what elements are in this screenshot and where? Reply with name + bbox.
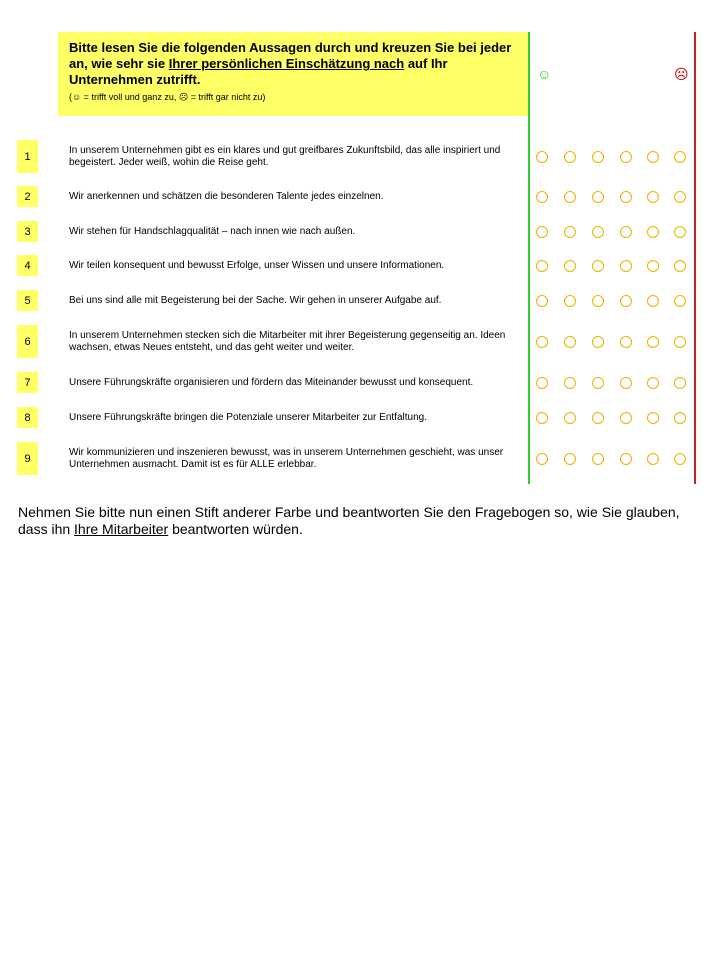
item-statement: Unsere Führungskräfte bringen die Potenziale unserer Mitarbeiter zur Entfaltung.	[69, 411, 427, 423]
rating-option-1[interactable]	[536, 453, 548, 465]
rating-option-4[interactable]	[620, 453, 632, 465]
rating-option-4[interactable]	[620, 260, 632, 272]
rating-option-3[interactable]	[592, 151, 604, 163]
rating-option-4[interactable]	[620, 151, 632, 163]
rating-option-4[interactable]	[620, 377, 632, 389]
rating-option-6[interactable]	[674, 412, 686, 424]
rating-option-5[interactable]	[647, 260, 659, 272]
rating-option-1[interactable]	[536, 151, 548, 163]
rating-option-4[interactable]	[620, 191, 632, 203]
item-statement: In unserem Unternehmen gibt es ein klares und gut greifbares Zukunftsbild, das alle inspiriert und begeistert. Jeder weiß, wohin die Reise geht.	[69, 144, 501, 168]
item-statement: Wir stehen für Handschlagqualität – nach innen wie nach außen.	[69, 225, 356, 237]
footer-part1: Nehmen Sie bitte nun einen Stift anderer Farbe und beantworten Sie den Fragebogen so, wie Sie glauben, dass ihn	[18, 504, 680, 537]
item-number: 2	[17, 186, 38, 207]
rating-option-6[interactable]	[674, 295, 686, 307]
item-number: 9	[17, 442, 38, 475]
rating-option-2[interactable]	[564, 151, 576, 163]
item-number: 5	[17, 290, 38, 311]
item-statement: Wir anerkennen und schätzen die besonderen Talente jedes einzelnen.	[69, 190, 384, 202]
rating-option-1[interactable]	[536, 377, 548, 389]
rating-option-5[interactable]	[647, 151, 659, 163]
rating-option-4[interactable]	[620, 226, 632, 238]
instruction-text	[69, 40, 519, 88]
rating-option-4[interactable]	[620, 412, 632, 424]
rating-option-5[interactable]	[647, 377, 659, 389]
rating-option-3[interactable]	[592, 191, 604, 203]
rating-option-5[interactable]	[647, 336, 659, 348]
rating-option-6[interactable]	[674, 191, 686, 203]
rating-option-2[interactable]	[564, 377, 576, 389]
scale-legend: (☺ = trifft voll und ganz zu, ☹ = trifft gar nicht zu)	[69, 92, 266, 102]
rating-option-4[interactable]	[620, 336, 632, 348]
rating-option-3[interactable]	[592, 453, 604, 465]
rating-option-2[interactable]	[564, 260, 576, 272]
rating-option-2[interactable]	[564, 295, 576, 307]
smiley-positive-icon: ☺	[537, 66, 552, 82]
rating-option-1[interactable]	[536, 260, 548, 272]
negative-scale-line	[694, 32, 696, 484]
rating-option-1[interactable]	[536, 295, 548, 307]
footer-part2: beantworten würden.	[168, 521, 303, 537]
rating-option-3[interactable]	[592, 295, 604, 307]
rating-option-3[interactable]	[592, 412, 604, 424]
rating-option-5[interactable]	[647, 226, 659, 238]
item-number: 3	[17, 221, 38, 242]
footer-underlined: Ihre Mitarbeiter	[74, 521, 169, 537]
rating-option-4[interactable]	[620, 295, 632, 307]
rating-option-6[interactable]	[674, 377, 686, 389]
rating-option-1[interactable]	[536, 412, 548, 424]
rating-option-1[interactable]	[536, 191, 548, 203]
rating-option-3[interactable]	[592, 226, 604, 238]
item-statement: Wir teilen konsequent und bewusst Erfolge, unser Wissen und unsere Informationen.	[69, 259, 445, 271]
rating-option-2[interactable]	[564, 191, 576, 203]
instruction-part1: Bitte lesen Sie die folgenden Aussagen durch und kreuzen Sie bei jeder an, wie sehr sie	[69, 40, 512, 71]
rating-option-6[interactable]	[674, 453, 686, 465]
rating-option-6[interactable]	[674, 336, 686, 348]
rating-option-1[interactable]	[536, 336, 548, 348]
item-number: 4	[17, 255, 38, 276]
item-statement: Wir kommunizieren und inszenieren bewusst, was in unserem Unternehmen geschieht, was unser Unternehmen ausmacht. Damit ist es für ALLE erlebbar.	[69, 446, 504, 470]
footer-instruction	[18, 504, 698, 538]
instruction-box	[58, 32, 529, 116]
item-statement: Bei uns sind alle mit Begeisterung bei der Sache. Wir gehen in unserer Aufgabe auf.	[69, 294, 442, 306]
rating-option-2[interactable]	[564, 336, 576, 348]
rating-option-5[interactable]	[647, 295, 659, 307]
rating-option-3[interactable]	[592, 260, 604, 272]
rating-option-3[interactable]	[592, 336, 604, 348]
rating-option-5[interactable]	[647, 412, 659, 424]
smiley-negative-icon: ☹	[674, 66, 689, 82]
item-number: 7	[17, 372, 38, 393]
rating-option-6[interactable]	[674, 260, 686, 272]
rating-option-1[interactable]	[536, 226, 548, 238]
rating-option-6[interactable]	[674, 226, 686, 238]
rating-option-6[interactable]	[674, 151, 686, 163]
item-number: 6	[17, 325, 38, 358]
positive-scale-line	[528, 32, 530, 484]
item-number: 1	[17, 140, 38, 173]
rating-option-2[interactable]	[564, 412, 576, 424]
instruction-underlined: Ihrer persönlichen Einschätzung nach	[168, 56, 405, 71]
instruction-part2: auf Ihr Unternehmen zutrifft.	[69, 56, 448, 87]
rating-option-5[interactable]	[647, 453, 659, 465]
item-statement: Unsere Führungskräfte organisieren und fördern das Miteinander bewusst und konsequent.	[69, 376, 474, 388]
item-number: 8	[17, 407, 38, 428]
rating-option-5[interactable]	[647, 191, 659, 203]
rating-option-2[interactable]	[564, 453, 576, 465]
rating-option-2[interactable]	[564, 226, 576, 238]
rating-option-3[interactable]	[592, 377, 604, 389]
item-statement: In unserem Unternehmen stecken sich die Mitarbeiter mit ihrer Begeisterung gegenseitig an. Ideen wachsen, etwas Neues entsteht, und das geht weiter und weiter.	[69, 329, 506, 353]
